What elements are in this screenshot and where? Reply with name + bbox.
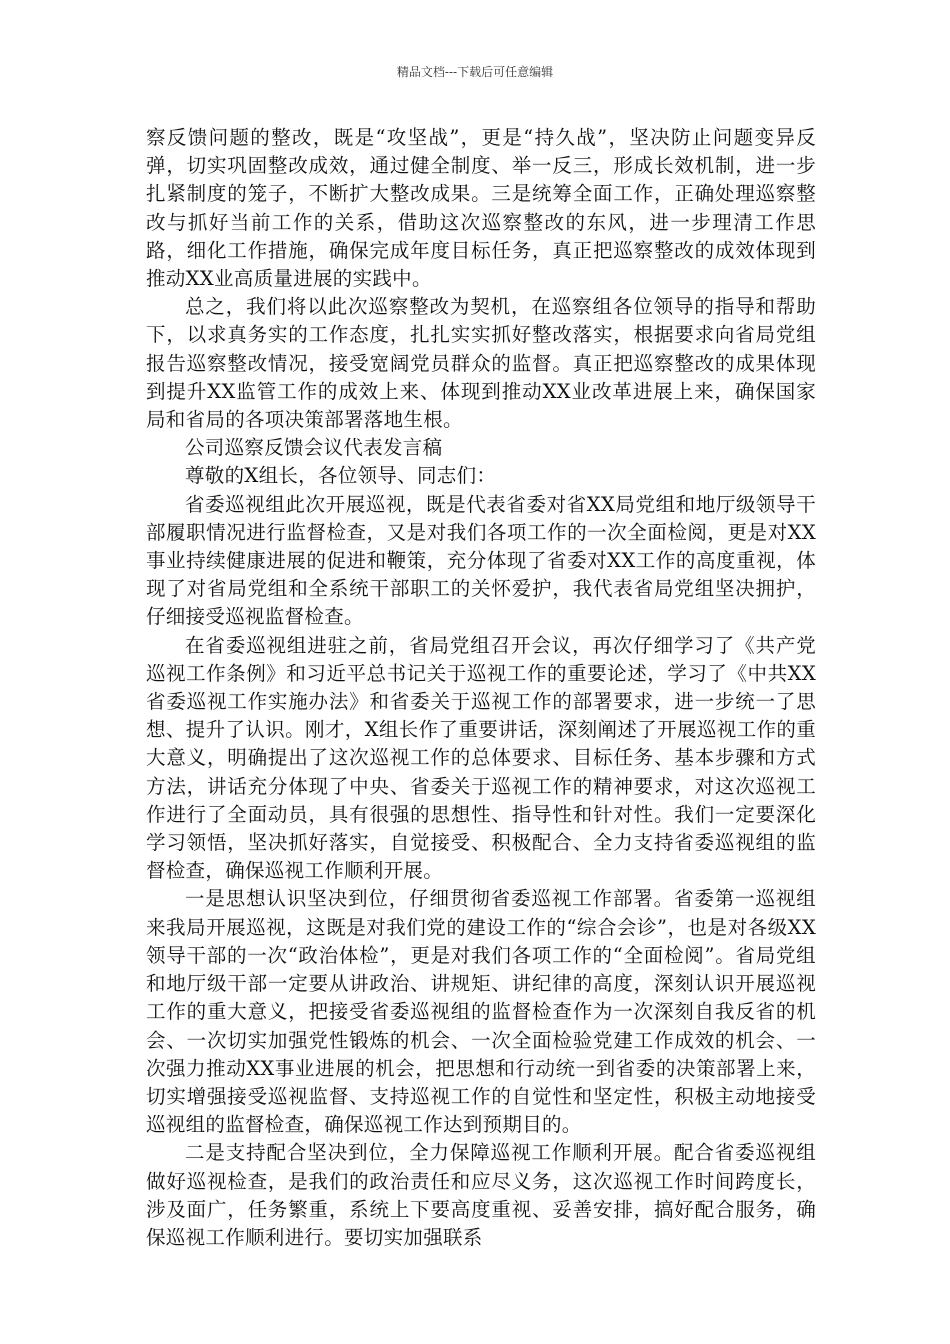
paragraph-continued: 察反馈问题的整改，既是“攻坚战”，更是“持久战”，坚决防止问题变异反弹，切实巩固整改成效，通过健全制度、举一反三，形成长效机制，进一步扎紧制度的笼子，不断扩大整改成果。三是统筹全面工作，正确处理巡察整改与抓好当前工作的关系，借助这次巡察整改的东风，进一步理清工作思路，细化工作措施，确保完成年度目标任务，真正把巡察整改的成效体现到推动XX业高质量进展的实践中。 bbox=[146, 126, 816, 291]
paragraph-preparation: 在省委巡视组进驻之前，省局党组召开会议，再次仔细学习了《共产党巡视工作条例》和习近平总书记关于巡视工作的重要论述，学习了《中共XX省委巡视工作实施办法》和省委关于巡视工作的部署要求，进一步统一了思想、提升了认识。刚才，X组长作了重要讲话，深刻阐述了开展巡视工作的重大意义，明确提出了这次巡视工作的总体要求、目标任务、基本步骤和方式方法，讲话充分体现了中央、省委关于巡视工作的精神要求，对这次巡视工作进行了全面动员，具有很强的思想性、指导性和针对性。我们一定要深化学习领悟，坚决抓好落实，自觉接受、积极配合、全力支持省委巡视组的监督检查，确保巡视工作顺利开展。 bbox=[146, 633, 816, 883]
page-header: 精品文档---下载后可任意编辑 bbox=[396, 65, 554, 79]
paragraph-conclusion: 总之，我们将以此次巡察整改为契机，在巡察组各位领导的指导和帮助下，以求真务实的工作态度，扎扎实实抓好整改落实，根据要求向省局党组报告巡察整改情况，接受宽阔党员群众的监督。真正把巡察整改的成果体现到提升XX监管工作的成效上来、体现到推动XX业改革进展上来，确保国家局和省局的各项决策部署落地生根。 bbox=[146, 295, 816, 432]
paragraph-intro: 省委巡视组此次开展巡视，既是代表省委对省XX局党组和地厅级领导干部履职情况进行监督检查，又是对我们各项工作的一次全面检阅，更是对XX事业持续健康进展的促进和鞭策，充分体现了省委对XX工作的高度重视，体现了对省局党组和全系统干部职工的关怀爱护，我代表省局党组坚决拥护，仔细接受巡视监督检查。 bbox=[146, 492, 816, 629]
paragraph-point-one: 一是思想认识坚决到位，仔细贯彻省委巡视工作部署。省委第一巡视组来我局开展巡视，这既是对我们党的建设工作的“综合会诊”，也是对各级XX领导干部的一次“政治体检”，更是对我们各项工作的“全面检阅”。省局党组和地厅级干部一定要从讲政治、讲规矩、讲纪律的高度，深刻认识开展巡视工作的重大意义，把接受省委巡视组的监督检查作为一次深刻自我反省的机会、一次切实加强党性锻炼的机会、一次全面检验党建工作成效的机会、一次强力推动XX事业进展的机会，把思想和行动统一到省委的决策部署上来，切实增强接受巡视监督、支持巡视工作的自觉性和坚定性，积极主动地接受巡视组的监督检查，确保巡视工作达到预期目的。 bbox=[146, 887, 816, 1137]
salutation: 尊敬的X组长，各位领导、同志们： bbox=[185, 464, 497, 488]
document-title: 公司巡察反馈会议代表发言稿 bbox=[185, 436, 443, 460]
document-body bbox=[146, 124, 816, 1252]
paragraph-point-two: 二是支持配合坚决到位，全力保障巡视工作顺利开展。配合省委巡视组做好巡视检查，是我们的政治责任和应尽义务，这次巡视工作时间跨度长，涉及面广，任务繁重，系统上下要高度重视、妥善安排，搞好配合服务，确保巡视工作顺利进行。要切实加强联系 bbox=[146, 1141, 816, 1249]
